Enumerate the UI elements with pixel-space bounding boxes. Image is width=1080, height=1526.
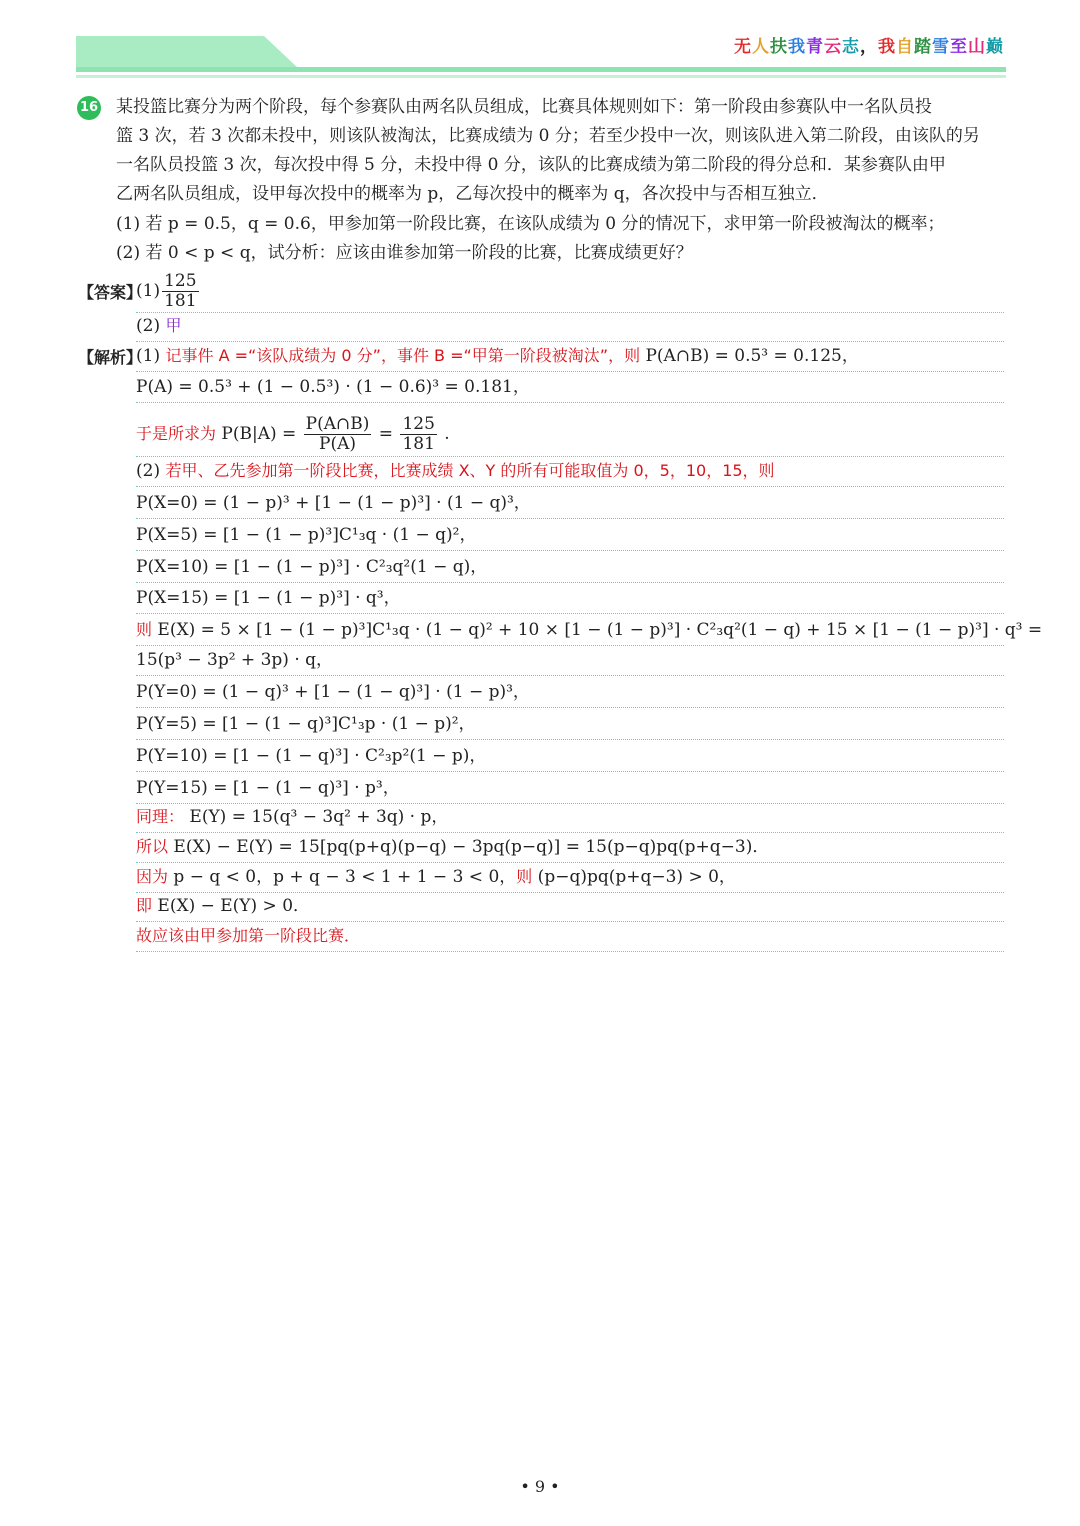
- slogan-char: 自: [896, 37, 914, 57]
- header-rule-thin: [76, 75, 1006, 78]
- question-line-2: 篮 3 次，若 3 次都未投中，则该队被淘汰，比赛成绩为 0 分；若至少投中一次，则该队进入第二阶段，由该队的另: [116, 126, 980, 146]
- slogan-char: 踏: [914, 37, 932, 57]
- slogan-char: 人: [752, 37, 770, 57]
- question-number-badge: 16: [77, 96, 101, 120]
- slogan-char: 志: [842, 37, 860, 57]
- solution-line-4: (2) 若甲、乙先参加第一阶段比赛，比赛成绩 X、Y 的所有可能取值为 0，5，10，15，则: [136, 456, 1004, 487]
- solution-line-15: 同理： E(Y) = 15(q³ − 3q² + 3q) · p，: [136, 803, 1004, 833]
- slogan-char: 巅: [986, 37, 1004, 57]
- solution-line-1: (1) 记事件 A =“该队成绩为 0 分”，事件 B =“甲第一阶段被淘汰”，则 P(A∩B) = 0.5³ = 0.125，: [136, 341, 1004, 372]
- question-line-1: 某投篮比赛分为两个阶段，每个参赛队由两名队员组成，比赛具体规则如下：第一阶段由参赛队中一名队员投: [116, 97, 932, 117]
- solution-line-8: P(X=15) = [1 − (1 − p)³] · q³，: [136, 582, 1004, 614]
- slogan-char: ，: [860, 37, 878, 57]
- answer-part1-fraction: $\frac{125}{181}$: [164, 271, 197, 311]
- answer-row-1: [136, 268, 1004, 313]
- result-fraction: $\frac{125}{181}$: [402, 414, 435, 454]
- slogan-char: 扶: [770, 37, 788, 57]
- solution-line-12: P(Y=5) = [1 − (1 − q)³]C¹₃p · (1 − p)²，: [136, 707, 1004, 740]
- solution-line-5: P(X=0) = (1 − p)³ + [1 − (1 − p)³] · (1 − q)³，: [136, 486, 1004, 519]
- slogan-char: 云: [824, 37, 842, 57]
- solution-line-7: P(X=10) = [1 − (1 − p)³] · C²₃q²(1 − q)，: [136, 550, 1004, 583]
- solution-line-16: 所以 E(X) − E(Y) = 15[pq(p+q)(p−q) − 3pq(p−q)] = 15(p−q)pq(p+q−3)．: [136, 832, 1004, 863]
- solution-line-3: 于是所求为 P(B|A) = $\frac{P(A\cap B)}{P(A)}$ = $\frac{125}{181}$ .: [136, 402, 1004, 457]
- answer-part1-prefix: (1): [136, 281, 161, 301]
- slogan-char: 山: [968, 37, 986, 57]
- solution-label: 【解析】: [78, 348, 143, 367]
- solution-line-11: P(Y=0) = (1 − q)³ + [1 − (1 − q)³] · (1 − p)³，: [136, 675, 1004, 708]
- question-sub-2: (2) 若 0 < p < q，试分析：应该由谁参加第一阶段的比赛，比赛成绩更好？: [116, 243, 693, 263]
- solution-line-17: 因为 p − q < 0，p + q − 3 < 1 + 1 − 3 < 0，则 (p−q)pq(p+q−3) > 0，: [136, 862, 1004, 893]
- answer-part2-value: 甲: [165, 316, 182, 335]
- slogan-char: 无: [734, 37, 752, 57]
- conditional-probability-fraction: $\frac{P(A\cap B)}{P(A)}$: [305, 414, 370, 454]
- slogan-char: 至: [950, 37, 968, 57]
- header-tab-decoration: [76, 36, 298, 68]
- question-line-4: 乙两名队员组成，设甲每次投中的概率为 p，乙每次投中的概率为 q，各次投中与否相互独立．: [116, 184, 829, 204]
- page-number: • 9 •: [520, 1477, 560, 1496]
- slogan-char: 我: [878, 37, 896, 57]
- solution-line-14: P(Y=15) = [1 − (1 − q)³] · p³，: [136, 771, 1004, 804]
- solution-line-10: 15(p³ − 3p² + 3p) · q，: [136, 645, 1004, 676]
- solution-line-19: 故应该由甲参加第一阶段比赛．: [136, 921, 1004, 952]
- solution-line-13: P(Y=10) = [1 − (1 − q)³] · C²₃p²(1 − p)，: [136, 739, 1004, 772]
- solution-line-9: 则 E(X) = 5 × [1 − (1 − p)³]C¹₃q · (1 − q)² + 10 × [1 − (1 − p)³] · C²₃q²(1 − q) + 15 × [1 − (1 − p)³] · q³ =: [136, 613, 1004, 646]
- slogan-char: 我: [788, 37, 806, 57]
- answer-label: 【答案】: [78, 283, 143, 302]
- header-slogan: [734, 32, 1004, 57]
- answer-row-2: [136, 312, 1004, 342]
- solution-line-2: P(A) = 0.5³ + (1 − 0.5³) · (1 − 0.6)³ = 0.181，: [136, 371, 1004, 403]
- question-line-3: 一名队员投篮 3 次，每次投中得 5 分，未投中得 0 分，该队的比赛成绩为第二阶段的得分总和．某参赛队由甲: [116, 155, 946, 175]
- header-rule: [76, 67, 1006, 72]
- answer-part2-prefix: (2): [136, 316, 161, 336]
- question-sub-1: (1) 若 p = 0.5，q = 0.6，甲参加第一阶段比赛，在该队成绩为 0 分的情况下，求甲第一阶段被淘汰的概率；: [116, 214, 945, 234]
- solution-line-18: 即 E(X) − E(Y) > 0．: [136, 892, 1004, 922]
- slogan-char: 青: [806, 37, 824, 57]
- slogan-char: 雪: [932, 37, 950, 57]
- solution-line-6: P(X=5) = [1 − (1 − p)³]C¹₃q · (1 − q)²，: [136, 518, 1004, 551]
